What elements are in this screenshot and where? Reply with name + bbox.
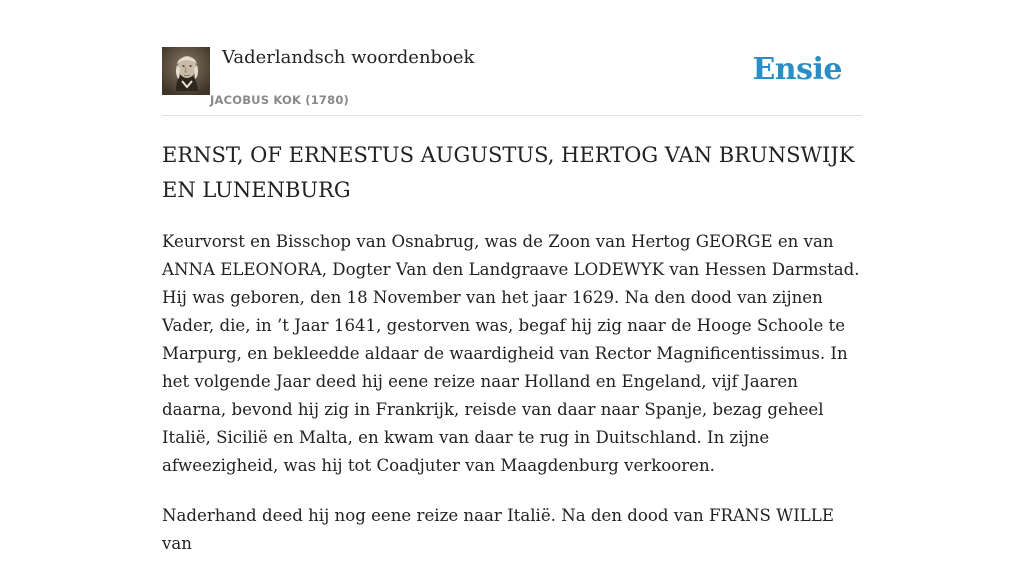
- entry-paragraph: Naderhand deed hij nog eene reize naar Italië. Na den dood van FRANS WILLE van: [162, 506, 834, 553]
- author-portrait-image: [162, 47, 210, 95]
- author-portrait-icon[interactable]: [162, 47, 210, 95]
- entry-paragraph: Keurvorst en Bisschop van Osnabrug, was de Zoon van Hertog GEORGE en van ANNA ELEONORA, Dogter Van den Landgraave LODEWYK van Hessen Darmstad. Hij was geboren, den 18 November van het jaar 1629. Na den dood van zijnen Vader, die, in ’t Jaar 1641, gestorven was, begaf hij zig naar de Hooge Schoole te Marpurg, en bekleedde aldaar de waardigheid van Rector Magnificentissimus. In het volgende Jaar deed hij eene reize naar Holland en Engeland, vijf Jaaren daarna, bevond hij zig in Frankrijk, reisde van daar naar Spanje, bezag geheel Italië, Sicilië en Malta, en kwam van daar te rug in Duitschland. In zijne afweezigheid, was hij tot Coadjuter van Maagdenburg verkooren.: [162, 232, 860, 475]
- entry-title: ERNST, OF ERNESTUS AUGUSTUS, HERTOG VAN BRUNSWIJK EN LUNENBURG: [162, 143, 855, 202]
- author-label[interactable]: JACOBUS KOK (1780): [210, 93, 349, 107]
- header: [162, 47, 862, 116]
- book-title[interactable]: Vaderlandsch woordenboek: [222, 47, 475, 68]
- ensie-logo[interactable]: Ensie: [752, 52, 842, 87]
- entry-body: [162, 228, 862, 580]
